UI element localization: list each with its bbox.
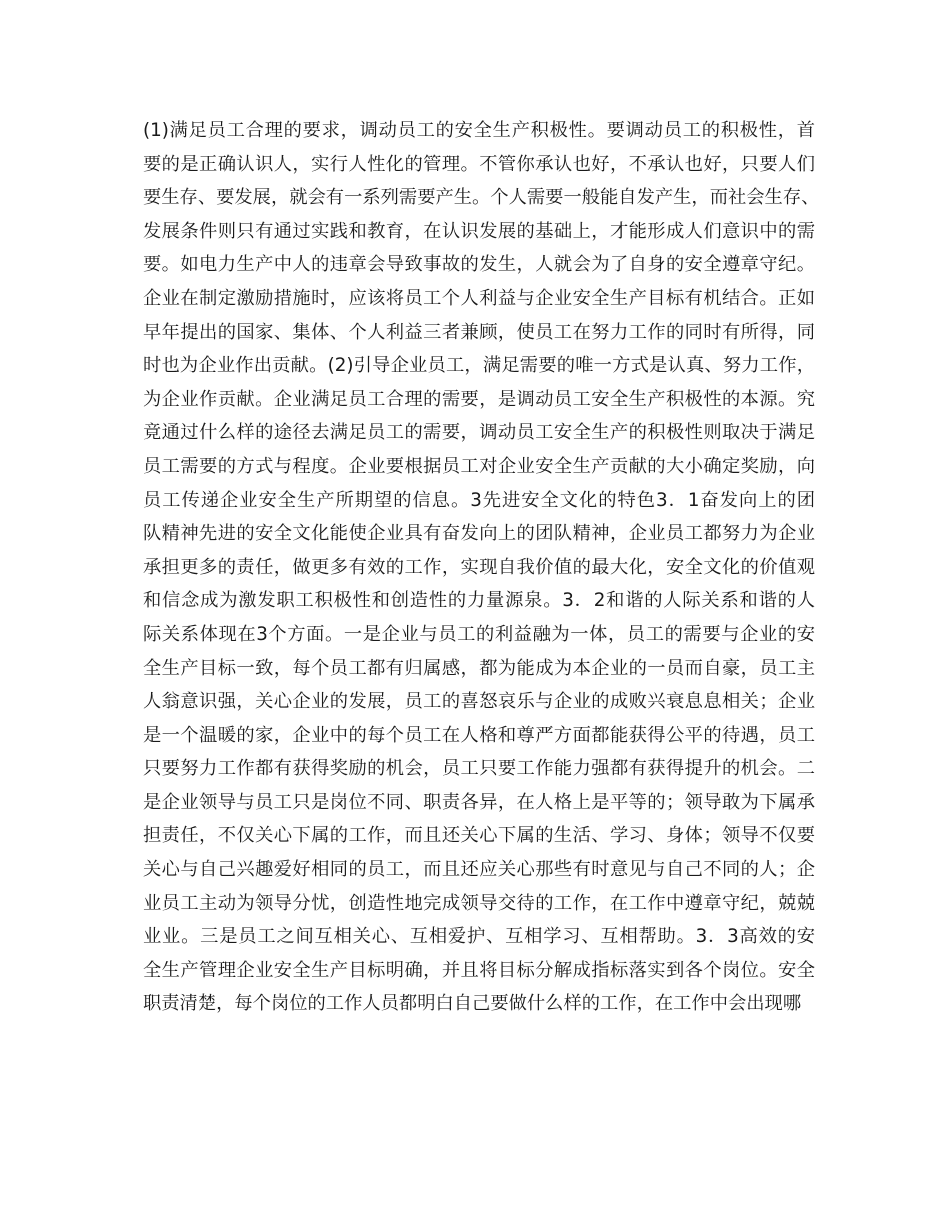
text-line: 为企业作贡献。企业满足员工合理的需要，是调动员工安全生产积极性的本源。究 <box>143 388 815 410</box>
text-line: (1)满足员工合理的要求，调动员工的安全生产积极性。要调动员工的积极性，首 <box>143 120 815 141</box>
text-line: 是一个温暖的家，企业中的每个员工在人格和尊严方面都能获得公平的待遇，员工 <box>143 724 815 746</box>
text-line: 际关系体现在3个方面。一是企业与员工的利益融为一体，员工的需要与企业的安 <box>143 623 815 645</box>
text-line: 只要努力工作都有获得奖励的机会，员工只要工作能力强都有获得提升的机会。二 <box>143 758 815 780</box>
text-line: 要。如电力生产中人的违章会导致事故的发生，人就会为了自身的安全遵章守纪。 <box>143 254 815 276</box>
text-line: 要生存、要发展，就会有一系列需要产生。个人需要一般能自发产生，而社会生存、 <box>143 187 820 209</box>
text-line: 全生产管理企业安全生产目标明确，并且将目标分解成指标落实到各个岗位。安全 <box>143 959 815 981</box>
text-line: 关心与自己兴趣爱好相同的员工，而且还应关心那些有时意见与自己不同的人；企 <box>143 859 815 881</box>
text-line: 队精神先进的安全文化能使企业具有奋发向上的团队精神，企业员工都努力为企业 <box>143 523 815 545</box>
text-line: 企业在制定激励措施时，应该将员工个人利益与企业安全生产目标有机结合。正如 <box>143 287 815 309</box>
text-line: 是企业领导与员工只是岗位不同、职责各异，在人格上是平等的；领导敢为下属承 <box>143 791 815 813</box>
text-line: 业业。三是员工之间互相关心、互相爱护、互相学习、互相帮助。3．3高效的安 <box>143 926 815 948</box>
text-line: 员工需要的方式与程度。企业要根据员工对企业安全生产贡献的大小确定奖励，向 <box>143 455 815 477</box>
text-line: 发展条件则只有通过实践和教育，在认识发展的基础上，才能形成人们意识中的需 <box>143 220 815 242</box>
text-line: 职责清楚，每个岗位的工作人员都明白自己要做什么样的工作，在工作中会出现哪 <box>143 993 802 1015</box>
text-line: 担责任，不仅关心下属的工作，而且还关心下属的生活、学习、身体；领导不仅要 <box>143 825 815 847</box>
text-line: 承担更多的责任，做更多有效的工作，实现自我价值的最大化，安全文化的价值观 <box>143 556 815 578</box>
text-line: 和信念成为激发职工积极性和创造性的力量源泉。3．2和谐的人际关系和谐的人 <box>143 590 815 612</box>
text-line: 业员工主动为领导分忧，创造性地完成领导交待的工作，在工作中遵章守纪，兢兢 <box>143 892 815 914</box>
text-line: 全生产目标一致，每个员工都有归属感，都为能成为本企业的一员而自豪，员工主 <box>143 657 815 679</box>
text-line: 人翁意识强，关心企业的发展，员工的喜怒哀乐与企业的成败兴衰息息相关；企业 <box>143 691 815 713</box>
text-line: 时也为企业作出贡献。(2)引导企业员工，满足需要的唯一方式是认真、努力工作， <box>143 355 815 377</box>
text-line: 要的是正确认识人，实行人性化的管理。不管你承认也好，不承认也好，只要人们 <box>143 153 815 175</box>
text-line: 竟通过什么样的途径去满足员工的需要，调动员工安全生产的积极性则取决于满足 <box>143 422 815 444</box>
text-line: 早年提出的国家、集体、个人利益三者兼顾，使员工在努力工作的同时有所得，同 <box>143 321 815 343</box>
text-line: 员工传递企业安全生产所期望的信息。3先进安全文化的特色3．1奋发向上的团 <box>143 489 815 511</box>
body-text <box>143 114 820 1021</box>
